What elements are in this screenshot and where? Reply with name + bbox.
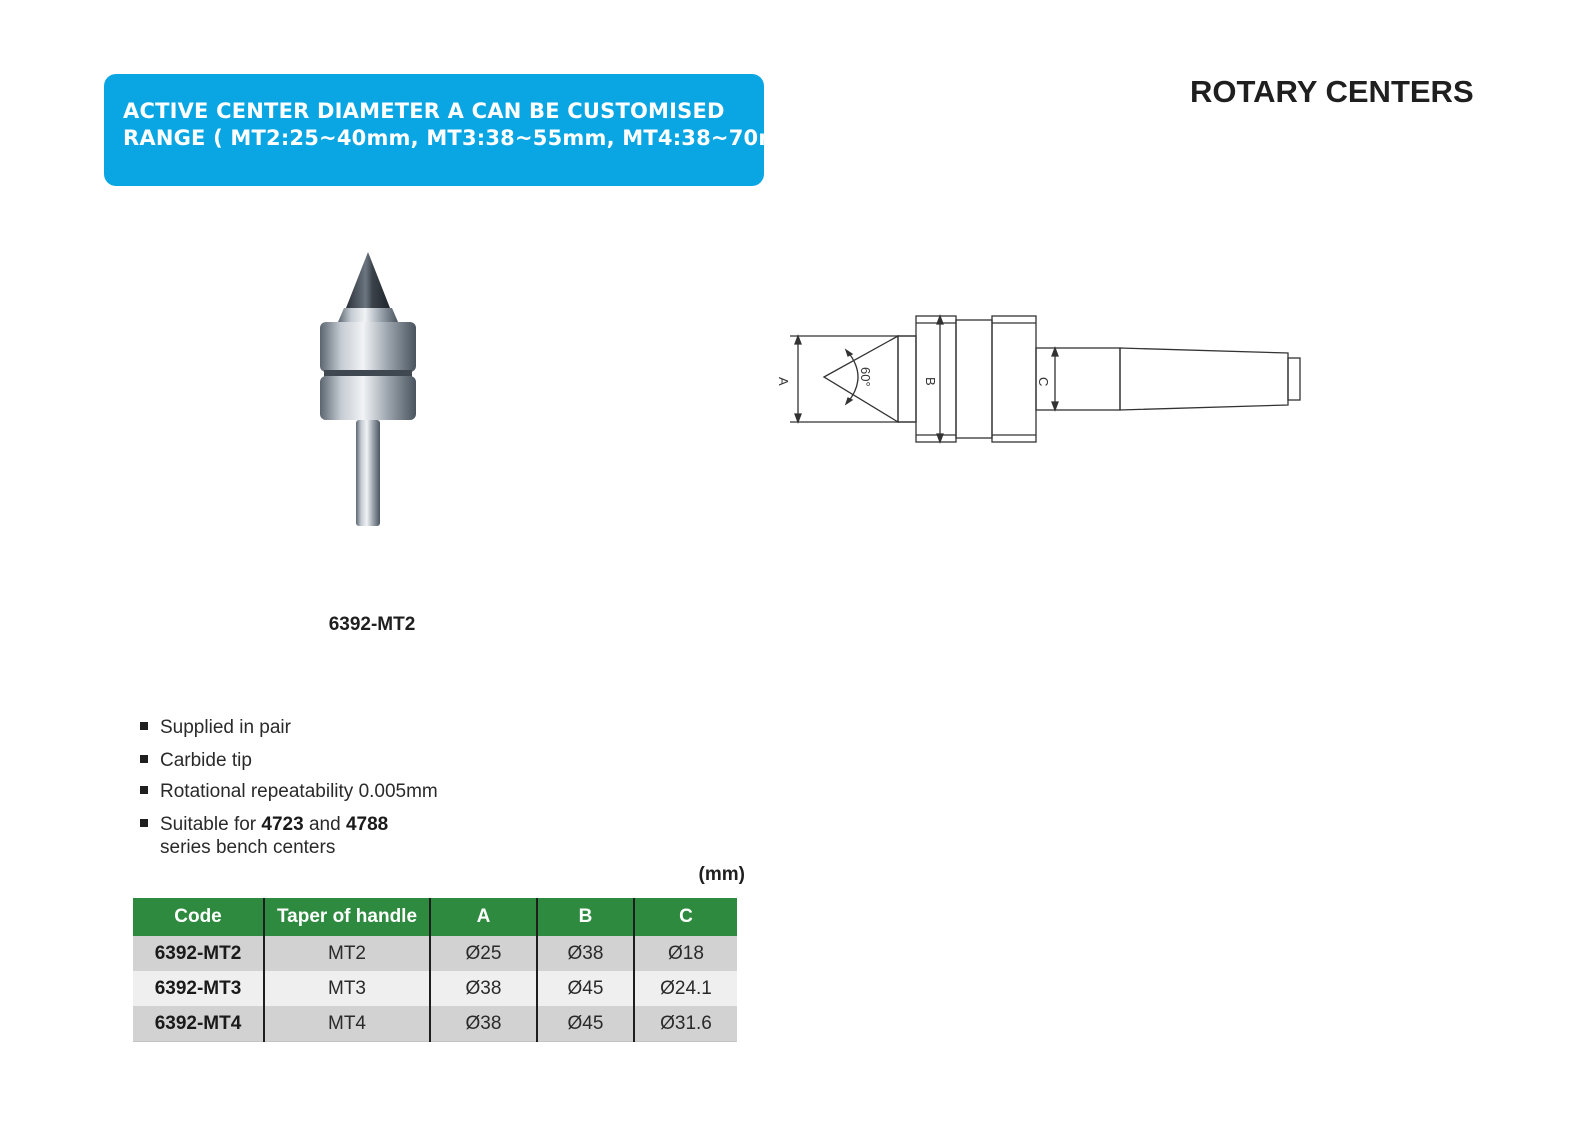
table-cell-code: 6392-MT2 (133, 936, 264, 971)
column-header: B (537, 898, 634, 936)
table-cell: Ø38 (430, 971, 537, 1006)
rotary-center-photo (318, 250, 420, 535)
feature-text-prefix: Suitable for (160, 814, 262, 835)
table-cell: Ø24.1 (634, 971, 737, 1006)
table-cell: MT2 (264, 936, 430, 971)
feature-item (138, 780, 438, 803)
table-cell: Ø31.6 (634, 1006, 737, 1042)
feature-text-mid: and (303, 814, 346, 835)
table-cell-code: 6392-MT3 (133, 971, 264, 1006)
table-row (133, 936, 737, 971)
table-cell: Ø18 (634, 936, 737, 971)
table-row (133, 1006, 737, 1042)
banner-line-1: ACTIVE CENTER DIAMETER A CAN BE CUSTOMISED (123, 99, 725, 123)
table-cell-code: 6392-MT4 (133, 1006, 264, 1042)
feature-text-line2: series bench centers (160, 837, 336, 858)
page-title: ROTARY CENTERS (1190, 74, 1474, 109)
column-header: A (430, 898, 537, 936)
feature-item (138, 716, 438, 739)
dimension-label-b: B (923, 377, 938, 386)
bullet-icon (140, 819, 148, 827)
table-cell: Ø38 (537, 936, 634, 971)
dimension-label-a: A (776, 377, 791, 386)
bullet-icon (140, 786, 148, 794)
table-row (133, 971, 737, 1006)
technical-drawing (776, 316, 1330, 461)
bullet-icon (140, 722, 148, 730)
banner-line-2: RANGE ( MT2:25~40mm, MT3:38~55mm, MT4:38~70mm ) (123, 126, 820, 150)
feature-text: Supplied in pair (160, 717, 291, 738)
feature-item (138, 749, 438, 772)
dimension-label-c: C (1036, 377, 1051, 387)
feature-series-1: 4723 (261, 814, 304, 835)
customisation-banner (104, 74, 820, 186)
table-header-row (133, 898, 737, 936)
feature-text: Carbide tip (160, 750, 252, 771)
table-cell: MT3 (264, 971, 430, 1006)
feature-list (138, 716, 438, 859)
table-cell: MT4 (264, 1006, 430, 1042)
table-cell: Ø38 (430, 1006, 537, 1042)
column-header: Taper of handle (264, 898, 430, 936)
feature-item (138, 813, 438, 859)
rotary-center-photo-icon (318, 250, 420, 530)
column-header: Code (133, 898, 264, 936)
table-cell: Ø25 (430, 936, 537, 971)
spec-table (133, 898, 737, 1042)
feature-text: Rotational repeatability 0.005mm (160, 781, 438, 802)
feature-series-2: 4788 (345, 814, 389, 835)
bullet-icon (140, 755, 148, 763)
product-caption: 6392-MT2 (328, 614, 416, 635)
column-header: C (634, 898, 737, 936)
table-cell: Ø45 (537, 1006, 634, 1042)
unit-label: (mm) (698, 864, 745, 885)
angle-label: 60° (858, 367, 873, 387)
table-cell: Ø45 (537, 971, 634, 1006)
